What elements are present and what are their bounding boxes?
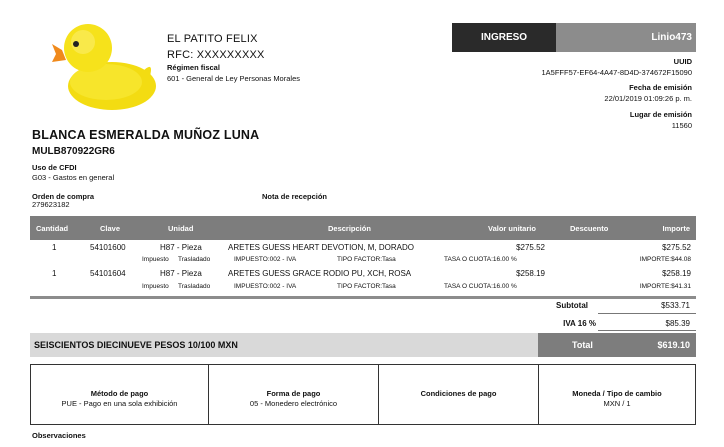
- payment-conditions-label: Condiciones de pago: [420, 389, 497, 398]
- invoice-series: Linio473: [651, 32, 692, 43]
- row-tax-factor: TIPO FACTOR:Tasa: [337, 256, 396, 263]
- subtotal-value: $533.71: [661, 301, 690, 310]
- col-unit: Unidad: [168, 224, 194, 233]
- row-tax-mode: Trasladado: [178, 283, 211, 290]
- row-unit-price: $258.19: [516, 269, 545, 278]
- row-amount: $275.52: [662, 243, 691, 252]
- row-tax-factor: TIPO FACTOR:Tasa: [337, 283, 396, 290]
- row-key: 54101600: [90, 243, 126, 252]
- order-value: 279623182: [32, 200, 70, 209]
- total-label: Total: [572, 340, 593, 350]
- col-qty: Cantidad: [36, 224, 69, 233]
- row-tax-mode: Trasladado: [178, 256, 211, 263]
- regime-label: Régimen fiscal: [167, 63, 220, 72]
- col-discount: Descuento: [570, 224, 609, 233]
- place-label: Lugar de emisión: [629, 110, 692, 119]
- order-label: Orden de compra: [32, 192, 95, 201]
- row-unit: H87 - Pieza: [160, 269, 202, 278]
- subtotal-label: Subtotal: [556, 301, 588, 310]
- row-tax-amount: IMPORTE:$44.08: [639, 256, 691, 263]
- duck-logo: [50, 14, 162, 114]
- payment-method-cell: [31, 365, 209, 424]
- iva-value: $85.39: [665, 319, 690, 328]
- col-amount: Importe: [662, 224, 690, 233]
- reception-label: Nota de recepción: [262, 192, 328, 201]
- subtotal-divider: [598, 313, 696, 314]
- row-desc: ARETES GUESS GRACE RODIO PU, XCH, ROSA: [228, 269, 412, 278]
- date-value: 22/01/2019 01:09:26 p. m.: [604, 94, 692, 103]
- total-bar: [538, 333, 696, 357]
- currency-value: MXN / 1: [603, 399, 631, 408]
- cfdi-label: Uso de CFDI: [32, 163, 77, 172]
- col-unit-price: Valor unitario: [488, 224, 536, 233]
- row-tax-kind: Impuesto: [142, 283, 169, 290]
- invoice-type: INGRESO: [452, 23, 556, 52]
- row-qty: 1: [52, 243, 57, 252]
- row-desc: ARETES GUESS HEART DEVOTION, M, DORADO: [228, 243, 414, 252]
- iva-label: IVA 16 %: [563, 319, 596, 328]
- issuer-name: EL PATITO FELIX: [167, 33, 258, 45]
- total-value: $619.10: [657, 340, 690, 350]
- payment-method-value: PUE - Pago en una sola exhibición: [61, 399, 178, 408]
- uuid-value: 1A5FFF57-EF64-4A47-8D4D-374672F15090: [541, 68, 692, 77]
- duck-eye: [73, 41, 79, 47]
- amount-in-words: SEISCIENTOS DIECINUEVE PESOS 10/100 MXN: [30, 333, 538, 357]
- row-tax-rate: TASA O CUOTA:16.00 %: [444, 283, 517, 290]
- currency-cell: [539, 365, 695, 424]
- duck-beak: [52, 44, 66, 62]
- payment-method-label: Método de pago: [90, 389, 149, 398]
- payment-form-cell: [209, 365, 379, 424]
- receiver-name: BLANCA ESMERALDA MUÑOZ LUNA: [32, 128, 260, 142]
- col-desc: Descripción: [328, 224, 371, 233]
- table-separator: [30, 296, 696, 299]
- payment-form-label: Forma de pago: [266, 389, 321, 398]
- col-key: Clave: [100, 224, 121, 233]
- receiver-rfc: MULB870922GR6: [32, 146, 115, 157]
- items-table-header: [30, 216, 696, 240]
- place-value: 11560: [671, 121, 692, 130]
- payment-info-box: [30, 364, 696, 425]
- payment-conditions-cell: [379, 365, 539, 424]
- iva-divider: [598, 330, 696, 331]
- row-qty: 1: [52, 269, 57, 278]
- row-tax-kind: Impuesto: [142, 256, 169, 263]
- regime-value: 601 - General de Ley Personas Morales: [167, 74, 300, 83]
- currency-label: Moneda / Tipo de cambio: [572, 389, 662, 398]
- date-label: Fecha de emisión: [629, 83, 692, 92]
- row-tax-code: IMPUESTO:002 - IVA: [234, 256, 297, 263]
- row-tax-rate: TASA O CUOTA:16.00 %: [444, 256, 517, 263]
- row-tax-code: IMPUESTO:002 - IVA: [234, 283, 297, 290]
- cfdi-value: G03 - Gastos en general: [32, 173, 115, 182]
- issuer-rfc: RFC: XXXXXXXXX: [167, 49, 265, 61]
- row-key: 54101604: [90, 269, 126, 278]
- observations-label: Observaciones: [32, 431, 86, 440]
- row-amount: $258.19: [662, 269, 691, 278]
- row-tax-amount: IMPORTE:$41.31: [639, 283, 691, 290]
- row-unit: H87 - Pieza: [160, 243, 202, 252]
- row-unit-price: $275.52: [516, 243, 545, 252]
- uuid-label: UUID: [673, 57, 692, 66]
- payment-form-value: 05 - Monedero electrónico: [249, 399, 338, 408]
